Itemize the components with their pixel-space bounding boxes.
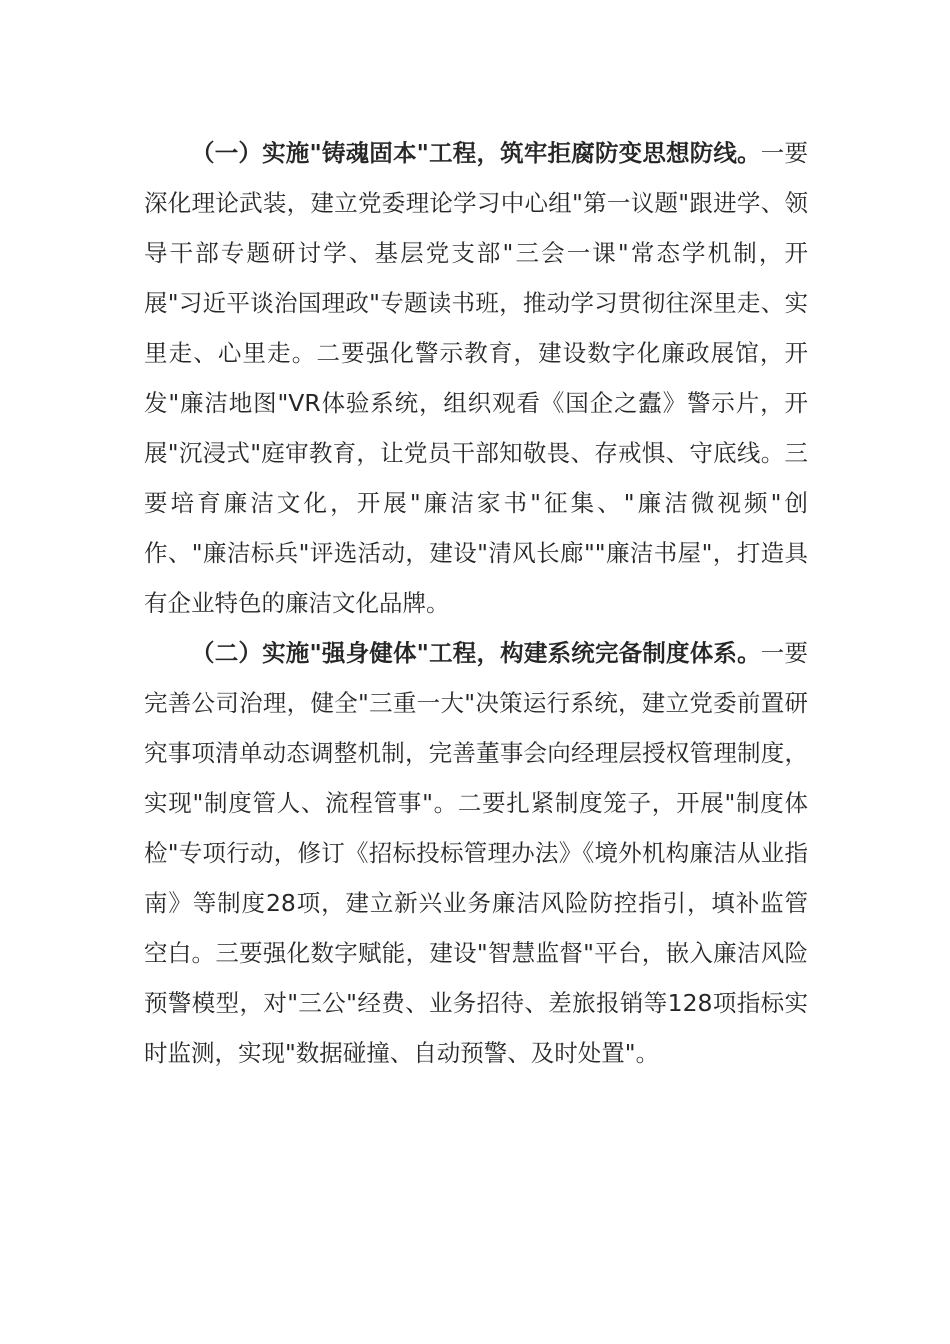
section-heading-2: （二）实施"强身健体"工程，构建系统完备制度体系。: [191, 639, 761, 667]
document-body: [144, 128, 808, 1078]
section-heading-1: （一）实施"铸魂固本"工程，筑牢拒腐防变思想防线。: [191, 139, 761, 167]
section-body-2: 一要完善公司治理，健全"三重一大"决策运行系统，建立党委前置研究事项清单动态调整机制，完善董事会向经理层授权管理制度，实现"制度管人、流程管事"。二要扎紧制度笼子，开展"制度体检"专项行动，修订《招标投标管理办法》《境外机构廉洁从业指南》等制度28项，建立新兴业务廉洁风险防控指引，填补监管空白。三要强化数字赋能，建设"智慧监督"平台，嵌入廉洁风险预警模型，对"三公"经费、业务招待、差旅报销等128项指标实时监测，实现"数据碰撞、自动预警、及时处置"。: [144, 639, 808, 1067]
section-paragraph-2: [144, 628, 808, 1078]
section-body-1: 一要深化理论武装，建立党委理论学习中心组"第一议题"跟进学、领导干部专题研讨学、基层党支部"三会一课"常态学机制，开展"习近平谈治国理政"专题读书班，推动学习贯彻往深里走、实里走、心里走。二要强化警示教育，建设数字化廉政展馆，开发"廉洁地图"VR体验系统，组织观看《国企之蠹》警示片，开展"沉浸式"庭审教育，让党员干部知敬畏、存戒惧、守底线。三要培育廉洁文化，开展"廉洁家书"征集、"廉洁微视频"创作、"廉洁标兵"评选活动，建设"清风长廊""廉洁书屋"，打造具有企业特色的廉洁文化品牌。: [144, 139, 808, 617]
section-paragraph-1: [144, 128, 808, 628]
